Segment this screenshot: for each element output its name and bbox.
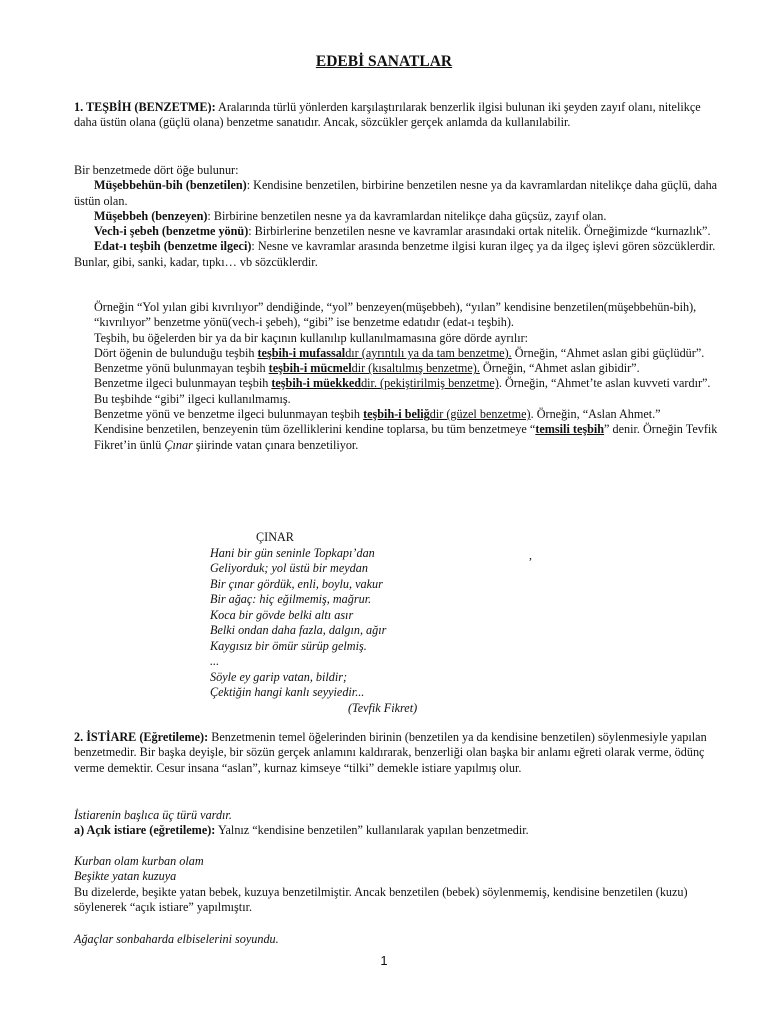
type-mufassal [74,346,726,361]
poem-reference: Çınar [164,437,193,452]
type-text: Dört öğenin de bulunduğu teşbih [94,345,258,360]
section-heading: 1. TEŞBİH (BENZETME): [74,100,216,114]
type-belig [74,407,726,422]
istiare-example [74,854,726,915]
stray-mark: , [529,548,532,562]
type-term: teşbih-i beliğ [363,407,430,422]
poem-line: Bir ağaç: hiç eğilmemiş, mağrur. [210,592,372,606]
type-desc: dir (güzel benzetme) [429,407,531,422]
verse-line: Beşikte yatan kuzuya [74,869,177,884]
type-text: şiirinde vatan çınara benzetiliyor. [192,437,359,452]
type-term: temsili teşbih [535,422,605,437]
paragraph-text: Aralarında türlü yönlerden karşılaştırılarak benzerlik ilgisi bulunan iki şeyden zayıf olanı, nitelikçe daha üstün olana (güçlü olana) benzetme sanatıdır. Ancak, sözcükler gerçek anlamda da kullanılabilir. [74,100,701,130]
poem-title: ÇINAR [256,530,294,544]
type-example: . Örneğin, “Ahmet’te aslan kuvveti vardır”. Bu teşbihde “gibi” ilgeci kullanılmamış. [94,376,711,406]
istiare-types [74,808,726,839]
page-title: EDEBİ SANATLAR [315,53,453,70]
type-term: teşbih-i müekked [271,376,362,391]
types-intro: Teşbih, bu öğelerden bir ya da bir kaçının kullanılıp kullanılmamasına göre dörde ayrılır: [94,330,529,345]
type-desc: dır (ayrıntılı ya da tam benzetme). [345,345,512,360]
element-term: Vech-i şebeh (benzetme yönü) [94,224,249,239]
poem-line: Koca bir gövde belki altı asır [210,607,354,622]
istiare-example-2 [74,932,726,947]
verse-line: Kurban olam kurban olam [74,854,204,868]
type-example: Örneğin, “Ahmet aslan gibi güçlüdür”. [511,345,705,360]
example-sentence: Ağaçlar sonbaharda elbiselerini soyundu. [74,932,279,946]
type-muekked [74,376,726,407]
poem-cinar [210,530,510,716]
element-text: : Nesne ve kavramlar arasında benzetme ilgisi kuran ilgeç ya da ilgeç işlevi gören sözcüklerdir. Bunlar, gibi, sanki, kadar, tıpkı… vb sözcüklerdir. [74,239,716,269]
example-paragraph: Örneğin “Yol yılan gibi kıvrılıyor” dendiğinde, “yol” benzeyen(müşebbeh), “yılan” kendisine benzetilen(müşebbehün-bih), “kıvrılıyor” benzetme yönü(vech-i şebeh), “gibi” ise benzetme edatıdır (edat-ı teşbih). [94,300,697,330]
type-mucmel [74,361,726,376]
paragraph-text: Benzetmenin temel öğelerinden birinin (benzetilen ya da kendisine benzetilen) söylenmesiyle yapılan benzetmedir. Bir başka deyişle, bir sözün gerçek anlamını kaldırarak, benzerliği olan başka bir anlamı eğreti olarak verme, ödünç verme demektir. Cesur insana “aslan”, kurnaz kimseye “tilki” demekle istiare yapılmış olur. [74,730,707,775]
element-item [74,209,726,224]
type-term: teşbih-i mufassal [257,345,346,360]
elements-intro: Bir benzetmede dört öğe bulunur: [74,163,239,177]
type-heading: a) Açık istiare (eğretileme): [74,823,216,838]
section-istiare [74,730,726,776]
type-desc: dir. (pekiştirilmiş benzetme) [361,376,499,391]
type-temsili [74,422,726,453]
poem-line: Bir çınar gördük, enli, boylu, vakur [210,576,383,591]
element-term: Edat-ı teşbih (benzetme ilgeci) [94,239,252,254]
type-acik-istiare [74,823,726,838]
element-text: : Birbirine benzetilen nesne ya da kavramlardan nitelikçe daha güçsüz, zayıf olan. [207,208,607,223]
element-text: : Kendisine benzetilen, birbirine benzetilen nesne ya da kavramlardan nitelikçe daha güçlü, daha üstün olan. [74,178,718,208]
teshbih-types [74,300,726,453]
element-item [74,178,726,209]
poem-line: Hani bir gün seninle Topkapı’dan [210,545,375,560]
type-text: Benzetme yönü ve benzetme ilgeci bulunmayan teşbih [94,407,364,422]
types-intro: İstiarenin başlıca üç türü vardır. [74,808,232,822]
type-text: Benzetme yönü bulunmayan teşbih [94,361,269,376]
explanation: Bu dizelerde, beşikte yatan bebek, kuzuya benzetilmiştir. Ancak benzetilen (bebek) söylenmemiş, kendisine benzetilen (kuzu) söylenerek “açık istiare” yapılmıştır. [74,884,688,914]
poem-line: Çektiğin hangi kanlı seyyiedir... [210,685,365,699]
type-example: . Örneğin, “Aslan Ahmet.” [530,407,661,422]
type-example: Örneğin, “Ahmet aslan gibidir”. [479,361,640,376]
element-term: Müşebbehün-bih (benzetilen) [94,178,247,193]
type-text: Benzetme ilgeci bulunmayan teşbih [94,376,272,391]
type-text: Kendisine benzetilen, benzeyenin tüm özelliklerini kendine toplarsa, bu tüm benzetmeye “ [94,422,536,437]
element-term: Müşebbeh (benzeyen) [94,208,208,223]
poem-author: (Tevfik Fikret) [348,700,418,715]
section-teshbih-definition [74,100,726,131]
element-item [74,239,726,270]
type-text: Yalnız “kendisine benzetilen” kullanılarak yapılan benzetmedir. [215,823,529,838]
poem-line: Geliyorduk; yol üstü bir meydan [210,561,368,575]
type-text: ” denir. Örneğin Tevfik Fikret’in ünlü [94,422,718,452]
section-heading: 2. İSTİARE (Eğretileme): [74,730,209,744]
poem-line: Söyle ey garip vatan, bildir; [210,669,348,684]
poem-line: Kaygısız bir ömür sürüp gelmiş. [210,638,367,653]
element-item [74,224,726,239]
page-number: 1 [380,953,388,968]
poem-line: Belki ondan daha fazla, dalgın, ağır [210,623,387,637]
poem-line: ... [210,654,220,668]
elements-list [74,163,726,270]
type-term: teşbih-i mücmel [268,361,352,376]
element-text: : Birbirlerine benzetilen nesne ve kavramlar arasındaki ortak nitelik. Örneğimizde “kurnazlık”. [248,224,711,239]
type-desc: dir (kısaltılmış benzetme). [351,361,480,376]
